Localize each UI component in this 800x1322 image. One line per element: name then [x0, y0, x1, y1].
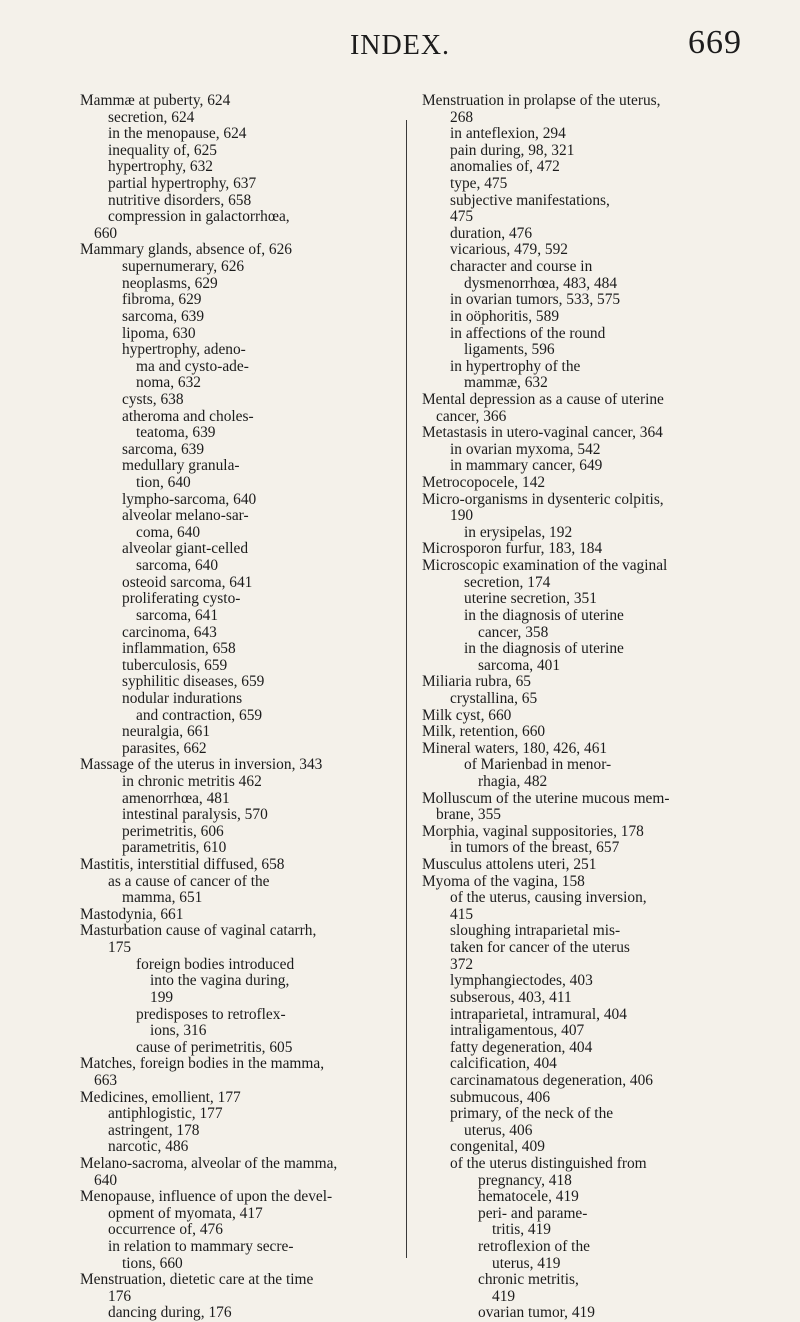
index-heading: Microscopic examination of the vaginal — [422, 557, 668, 575]
index-heading: Metrocopocele, 142 — [422, 474, 546, 492]
index-subentry: chronic metritis, — [478, 1271, 579, 1289]
index-subentry: in erysipelas, 192 — [464, 523, 573, 541]
index-subentry: crystallina, 65 — [450, 689, 538, 707]
index-heading: Menstruation, dietetic care at the time — [80, 1271, 314, 1289]
index-subentry: compression in galactorrhœa, — [108, 208, 290, 226]
index-subentry: supernumerary, 626 — [122, 258, 245, 276]
index-subentry: uterus, 419 — [492, 1254, 561, 1272]
index-heading: Melano-sacroma, alveolar of the mamma, — [80, 1155, 338, 1172]
index-subentry: uterine secretion, 351 — [464, 590, 597, 608]
index-subentry: anomalies of, 472 — [450, 158, 560, 176]
index-subentry: lymphangiectodes, 403 — [450, 972, 593, 990]
index-subentry: of the uterus, causing inversion, — [450, 889, 647, 907]
index-subentry: lympho-sarcoma, 640 — [122, 490, 257, 508]
index-subentry: parametritis, 610 — [122, 839, 227, 857]
running-head: INDEX. — [349, 30, 451, 61]
index-subentry: neoplasms, 629 — [122, 274, 218, 292]
index-heading: Microsporon furfur, 183, 184 — [422, 540, 603, 558]
index-subentry: mamma, 651 — [122, 889, 203, 907]
index-subentry: 419 — [492, 1287, 516, 1305]
index-heading: Medicines, emollient, 177 — [80, 1088, 241, 1106]
index-subentry: nodular indurations — [122, 689, 243, 707]
index-subentry: in hypertrophy of the — [450, 357, 581, 375]
index-subentry: ligaments, 596 — [464, 341, 555, 359]
index-subentry: coma, 640 — [136, 523, 201, 541]
index-subentry: of Marienbad in menor- — [464, 756, 612, 774]
index-subentry: retroflexion of the — [478, 1238, 590, 1256]
index-subentry: noma, 632 — [136, 374, 201, 392]
index-subentry: 372 — [450, 955, 474, 973]
index-subentry: intraparietal, intramural, 404 — [450, 1005, 627, 1023]
index-subentry: duration, 476 — [450, 224, 533, 242]
index-heading: Mammæ at puberty, 624 — [80, 92, 231, 109]
index-subentry: medullary granula- — [122, 457, 240, 475]
index-subentry: into the vagina during, — [150, 972, 290, 990]
index-subentry: tion, 640 — [136, 474, 191, 492]
index-heading: Molluscum of the uterine mucous mem- — [422, 789, 670, 807]
index-subentry: tuberculosis, 659 — [122, 656, 228, 674]
index-subentry: in the menopause, 624 — [108, 125, 247, 143]
index-subentry: sloughing intraparietal mis- — [450, 922, 621, 940]
index-subentry: pain during, 98, 321 — [450, 141, 575, 159]
index-column-left — [80, 93, 400, 1322]
index-subentry: in the diagnosis of uterine — [464, 606, 624, 624]
index-subentry: in anteflexion, 294 — [450, 125, 566, 143]
index-subentry: parasites, 662 — [122, 739, 207, 757]
index-heading: Mental depression as a cause of uterine — [422, 390, 664, 408]
index-subentry: cancer, 358 — [478, 623, 549, 641]
index-subentry: atheroma and choles- — [122, 407, 254, 425]
index-subentry: syphilitic diseases, 659 — [122, 673, 265, 691]
index-subentry: hematocele, 419 — [478, 1188, 579, 1206]
index-heading: Mineral waters, 180, 426, 461 — [422, 739, 608, 757]
index-heading: Micro-organisms in dysenteric colpitis, — [422, 490, 664, 508]
index-subentry: 176 — [108, 1287, 132, 1305]
index-subentry: dancing during, 176 — [108, 1304, 232, 1322]
index-subentry: cysts, 638 — [122, 390, 184, 408]
index-subentry: uterus, 406 — [464, 1121, 533, 1139]
index-subentry: opment of myomata, 417 — [108, 1204, 263, 1222]
index-subentry: dysmenorrhœa, 483, 484 — [464, 274, 618, 292]
index-subentry: 660 — [94, 224, 118, 242]
index-subentry: in oöphoritis, 589 — [450, 307, 560, 325]
index-subentry: 268 — [450, 108, 474, 126]
index-heading: Massage of the uterus in inversion, 343 — [80, 756, 323, 774]
index-subentry: 190 — [450, 507, 474, 525]
index-heading: Menstruation in prolapse of the uterus, — [422, 92, 661, 109]
index-subentry: intraligamentous, 407 — [450, 1022, 585, 1040]
index-subentry: as a cause of cancer of the — [108, 872, 270, 890]
index-subentry: carcinoma, 643 — [122, 623, 217, 641]
index-heading: Milk cyst, 660 — [422, 706, 512, 724]
index-subentry: type, 475 — [450, 175, 508, 193]
index-subentry: 640 — [94, 1171, 118, 1189]
index-subentry: fatty degeneration, 404 — [450, 1038, 593, 1056]
index-subentry: partial hypertrophy, 637 — [108, 175, 257, 193]
index-subentry: in tumors of the breast, 657 — [450, 839, 620, 857]
index-subentry: sarcoma, 401 — [478, 656, 561, 674]
index-subentry: carcinamatous degeneration, 406 — [450, 1071, 653, 1089]
index-subentry: ovarian tumor, 419 — [478, 1304, 595, 1322]
index-subentry: sarcoma, 641 — [136, 606, 219, 624]
index-subentry: 175 — [108, 939, 132, 957]
column-divider — [406, 120, 407, 1258]
index-subentry: submucous, 406 — [450, 1088, 551, 1106]
index-subentry: hypertrophy, 632 — [108, 158, 214, 176]
index-subentry: 415 — [450, 905, 474, 923]
index-heading: Mastodynia, 661 — [80, 905, 184, 923]
index-heading: Musculus attolens uteri, 251 — [422, 856, 597, 874]
index-subentry: in mammary cancer, 649 — [450, 457, 603, 475]
index-subentry: tritis, 419 — [492, 1221, 551, 1239]
index-subentry: pregnancy, 418 — [478, 1171, 572, 1189]
page-number: 669 — [688, 24, 742, 61]
index-heading: Metastasis in utero-vaginal cancer, 364 — [422, 424, 663, 442]
index-subentry: in the diagnosis of uterine — [464, 640, 624, 658]
index-subentry: intestinal paralysis, 570 — [122, 806, 268, 824]
index-subentry: ions, 316 — [150, 1022, 207, 1040]
index-subentry: calcification, 404 — [450, 1055, 557, 1073]
index-subentry: in ovarian tumors, 533, 575 — [450, 291, 621, 309]
index-subentry: of the uterus distinguished from — [450, 1155, 647, 1172]
index-heading: Milk, retention, 660 — [422, 723, 546, 741]
index-subentry: neuralgia, 661 — [122, 723, 211, 741]
index-subentry: taken for cancer of the uterus — [450, 939, 630, 957]
index-subentry: character and course in — [450, 258, 593, 276]
index-subentry: in ovarian myxoma, 542 — [450, 440, 601, 458]
page-header — [0, 0, 800, 70]
index-subentry: subjective manifestations, — [450, 191, 610, 209]
index-subentry: tions, 660 — [122, 1254, 183, 1272]
index-heading: Masturbation cause of vaginal catarrh, — [80, 922, 317, 940]
index-column-right — [422, 93, 742, 1322]
index-heading: Menopause, influence of upon the devel- — [80, 1188, 333, 1206]
index-heading: Myoma of the vagina, 158 — [422, 872, 585, 890]
index-subentry: in relation to mammary secre- — [108, 1238, 294, 1256]
index-subentry: perimetritis, 606 — [122, 822, 224, 840]
index-subentry: fibroma, 629 — [122, 291, 202, 309]
index-subentry: cancer, 366 — [436, 407, 507, 425]
index-subentry: peri- and parame- — [478, 1204, 588, 1222]
index-subentry: in chronic metritis 462 — [122, 772, 262, 790]
index-heading: Mammary glands, absence of, 626 — [80, 241, 292, 259]
index-subentry: foreign bodies introduced — [136, 955, 295, 973]
index-subentry: inflammation, 658 — [122, 640, 236, 658]
index-subentry: 475 — [450, 208, 474, 226]
index-subentry: narcotic, 486 — [108, 1138, 189, 1156]
index-subentry: astringent, 178 — [108, 1121, 200, 1139]
index-subentry: secretion, 624 — [108, 108, 195, 126]
index-subentry: vicarious, 479, 592 — [450, 241, 568, 259]
index-subentry: rhagia, 482 — [478, 772, 548, 790]
index-subentry: brane, 355 — [436, 806, 501, 824]
index-heading: Matches, foreign bodies in the mamma, — [80, 1055, 325, 1073]
index-subentry: alveolar melano-sar- — [122, 507, 249, 525]
index-heading: Mastitis, interstitial diffused, 658 — [80, 856, 285, 874]
index-subentry: hypertrophy, adeno- — [122, 341, 246, 359]
index-subentry: and contraction, 659 — [136, 706, 263, 724]
index-subentry: proliferating cysto- — [122, 590, 241, 608]
index-subentry: lipoma, 630 — [122, 324, 196, 342]
index-subentry: mammæ, 632 — [464, 374, 548, 392]
index-subentry: sarcoma, 640 — [136, 557, 219, 575]
index-heading: Morphia, vaginal suppositories, 178 — [422, 822, 644, 840]
index-subentry: alveolar giant-celled — [122, 540, 249, 558]
index-subentry: sarcoma, 639 — [122, 307, 205, 325]
index-subentry: secretion, 174 — [464, 573, 551, 591]
index-subentry: ma and cysto-ade- — [136, 357, 249, 375]
index-subentry: inequality of, 625 — [108, 141, 217, 159]
index-subentry: primary, of the neck of the — [450, 1105, 614, 1123]
index-heading: Miliaria rubra, 65 — [422, 673, 531, 691]
index-subentry: 663 — [94, 1071, 118, 1089]
index-subentry: congenital, 409 — [450, 1138, 545, 1156]
index-subentry: predisposes to retroflex- — [136, 1005, 286, 1023]
index-subentry: occurrence of, 476 — [108, 1221, 223, 1239]
index-subentry: amenorrhœa, 481 — [122, 789, 230, 807]
index-subentry: 199 — [150, 988, 174, 1006]
index-subentry: cause of perimetritis, 605 — [136, 1038, 293, 1056]
index-subentry: nutritive disorders, 658 — [108, 191, 252, 209]
index-subentry: antiphlogistic, 177 — [108, 1105, 223, 1123]
index-subentry: teatoma, 639 — [136, 424, 216, 442]
index-subentry: osteoid sarcoma, 641 — [122, 573, 253, 591]
index-subentry: subserous, 403, 411 — [450, 988, 572, 1006]
index-subentry: sarcoma, 639 — [122, 440, 205, 458]
index-subentry: in affections of the round — [450, 324, 606, 342]
